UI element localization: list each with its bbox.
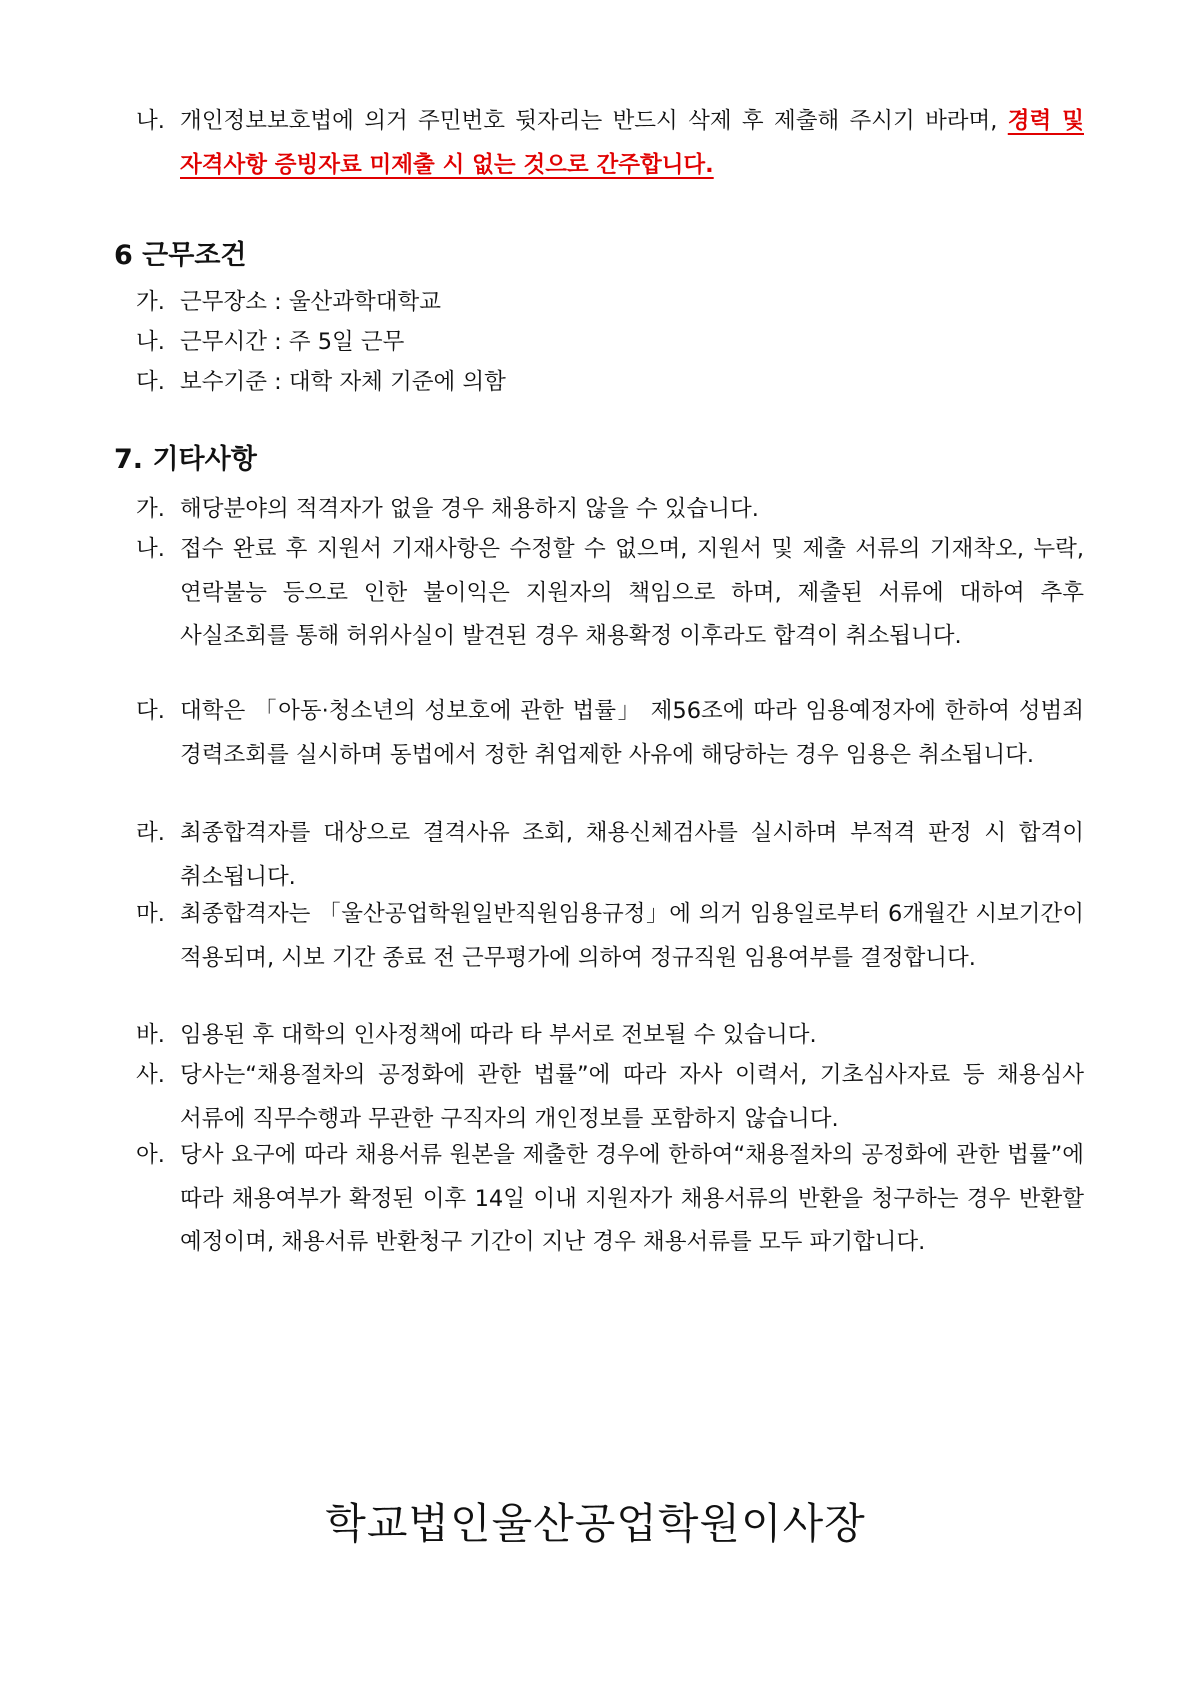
notice-item-ma <box>136 893 1084 980</box>
item-marker: 바. <box>136 1022 165 1048</box>
item-marker: 나. <box>136 536 165 562</box>
condition-item-salary <box>136 362 506 402</box>
item-text: 당사 요구에 따라 채용서류 원본을 제출한 경우에 한하여“채용절차의 공정화에 관한 법률”에 따라 채용여부가 확정된 이후 14일 이내 지원자가 채용서류의 반환을 청구하는 경우 반환할 예정이며, 채용서류 반환청구 기간이 지난 경우 채용서류를 모두 파기합니다. <box>180 1142 1084 1255</box>
item-text: 접수 완료 후 지원서 기재사항은 수정할 수 없으며, 지원서 및 제출 서류의 기재착오, 누락, 연락불능 등으로 인한 불이익은 지원자의 책임으로 하며, 제출된 서류에 대하여 추후 사실조회를 통해 허위사실이 발견된 경우 채용확정 이후라도 합격이 취소됩니다. <box>180 536 1084 649</box>
item-marker: 나. <box>136 329 165 355</box>
notice-item-personal-info <box>136 100 1084 187</box>
item-text: 최종합격자를 대상으로 결격사유 조회, 채용신체검사를 실시하며 부적격 판정 시 합격이 취소됩니다. <box>180 820 1084 890</box>
notice-item-ba <box>136 1014 1084 1058</box>
item-marker: 마. <box>136 901 165 927</box>
notice-item-ra <box>136 812 1084 899</box>
item-marker: 아. <box>136 1142 165 1168</box>
item-text: 해당분야의 적격자가 없을 경우 채용하지 않을 수 있습니다. <box>180 496 759 522</box>
item-marker: 나. <box>136 108 165 134</box>
notice-item-da <box>136 690 1084 777</box>
item-marker: 다. <box>136 369 165 395</box>
item-marker: 가. <box>136 289 165 315</box>
notice-item-sa <box>136 1054 1084 1141</box>
item-marker: 사. <box>136 1062 165 1088</box>
item-text-wrap <box>136 100 1084 187</box>
item-marker: 다. <box>136 698 165 724</box>
item-text: 당사는“채용절차의 공정화에 관한 법률”에 따라 자사 이력서, 기초심사자료 등 채용심사 서류에 직무수행과 무관한 구직자의 개인정보를 포함하지 않습니다. <box>180 1062 1084 1132</box>
item-text: 근무장소 : 울산과학대학교 <box>180 289 441 315</box>
item-text: 임용된 후 대학의 인사정책에 따라 타 부서로 전보될 수 있습니다. <box>180 1022 817 1048</box>
condition-item-location <box>136 282 441 322</box>
item-text: 개인정보보호법에 의거 주민번호 뒷자리는 반드시 삭제 후 제출해 주시기 바라며, <box>180 108 1008 134</box>
section-heading-other-matters: 7. 기타사항 <box>114 444 257 475</box>
notice-item-a <box>136 1134 1084 1265</box>
item-text: 근무시간 : 주 5일 근무 <box>180 329 405 355</box>
condition-item-hours <box>136 322 404 362</box>
issuer-signature: 학교법인울산공업학원이사장 <box>325 1499 866 1548</box>
notice-item-ga <box>136 488 1084 532</box>
item-text: 보수기준 : 대학 자체 기준에 의함 <box>180 369 506 395</box>
item-text: 최종합격자는 「울산공업학원일반직원임용규정」에 의거 임용일로부터 6개월간 시보기간이 적용되며, 시보 기간 종료 전 근무평가에 의하여 정규직원 임용여부를 결정합니다. <box>180 901 1084 971</box>
emphasis-warning: 경력 및 자격사항 증빙자료 미제출 시 없는 것으로 간주합니다. <box>180 108 1084 178</box>
item-marker: 라. <box>136 820 165 846</box>
notice-item-na <box>136 528 1084 659</box>
item-text: 대학은 「아동·청소년의 성보호에 관한 법률」 제56조에 따라 임용예정자에 한하여 성범죄 경력조회를 실시하며 동법에서 정한 취업제한 사유에 해당하는 경우 임용은 취소됩니다. <box>180 698 1084 768</box>
section-heading-work-conditions: 6 근무조건 <box>114 240 247 271</box>
item-marker: 가. <box>136 496 165 522</box>
